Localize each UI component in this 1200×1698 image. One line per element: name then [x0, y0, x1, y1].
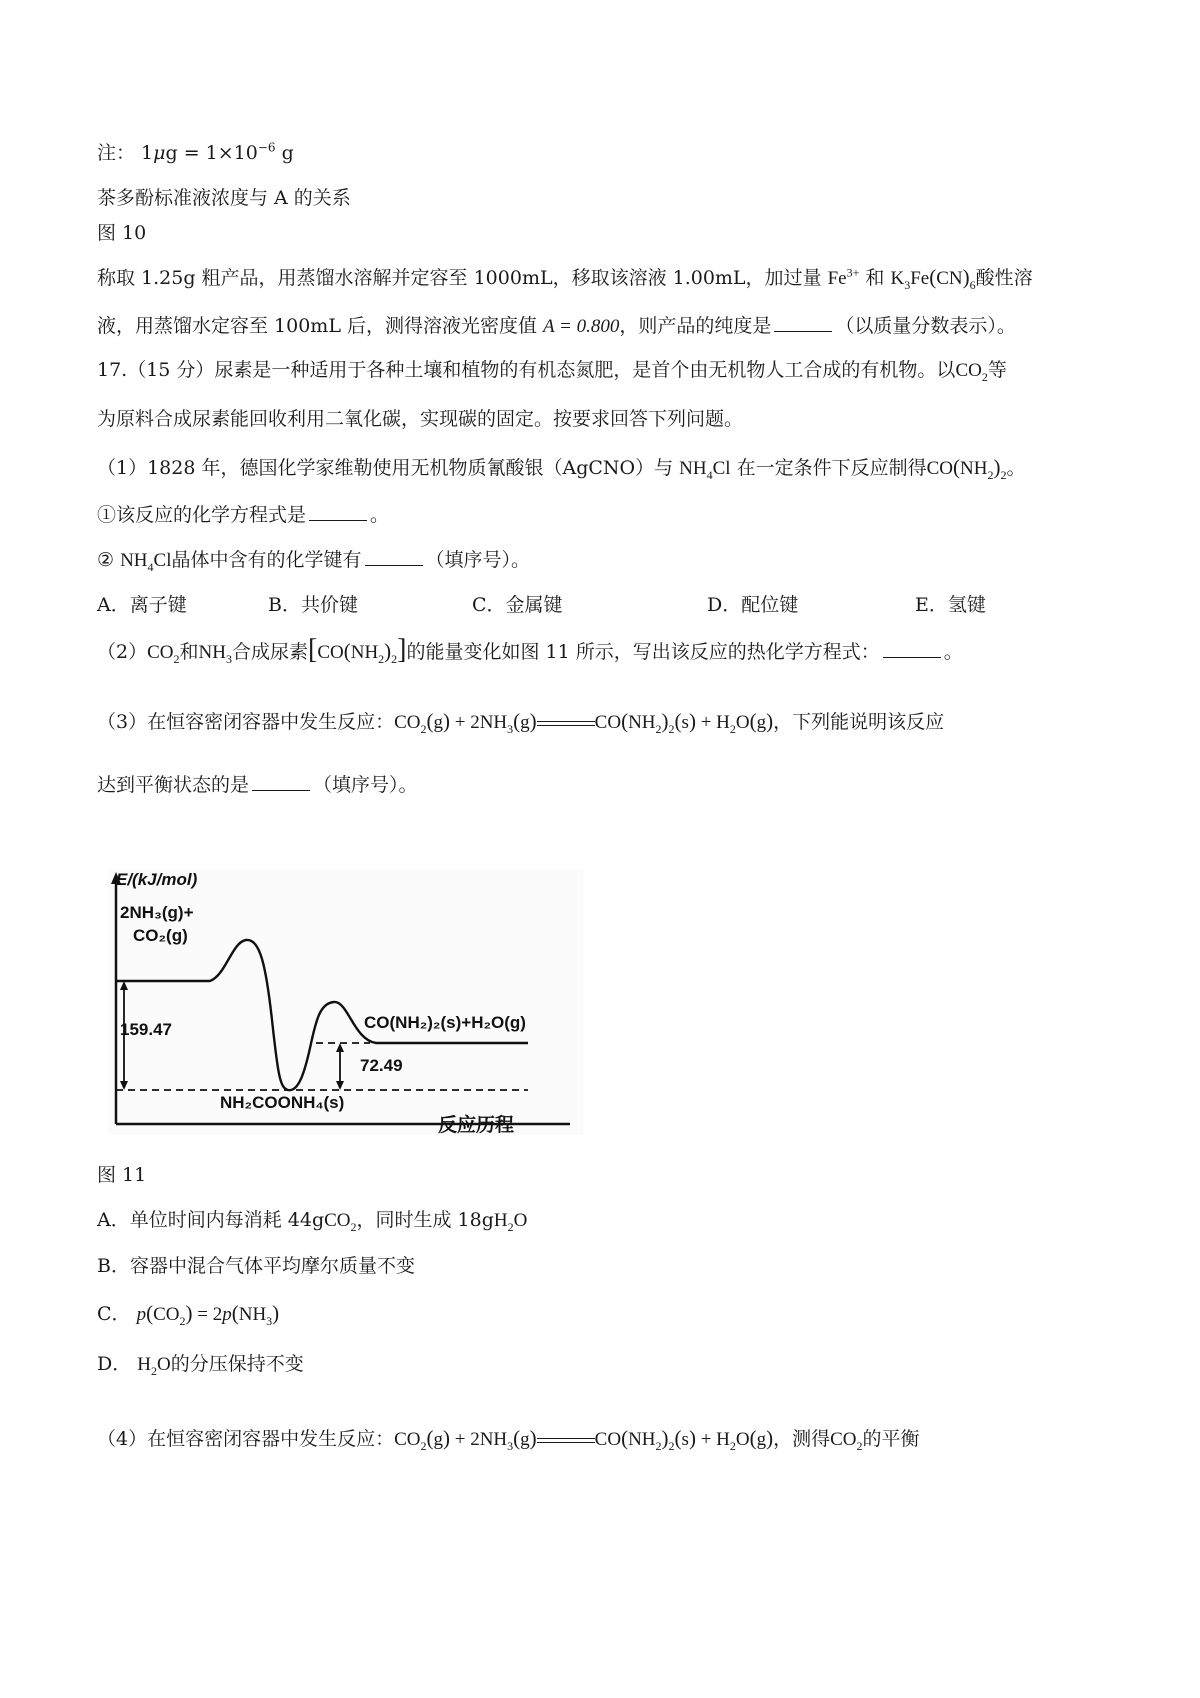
q17-part-1-q2: ② $NH_4Cl$晶体中含有的化学键有 （填序号）。 [97, 545, 530, 576]
unit-note: 注： $1\mu g = 1\times 10^{-6}$ g [97, 140, 294, 164]
q16-line-1: 称取 1.25g 粗产品，用蒸馏水溶解并定容至 1000mL，移取该溶液 1.00mL，加过量 $Fe^{3+}$ 和 $K_3Fe(CN)_6$酸性溶 [97, 265, 1033, 292]
figure-11-label: 图 11 [97, 1164, 147, 1186]
q17-part-4: （4）在恒容密闭容器中发生反应：$CO_2(g) + 2NH_3(g) CO(NH_2)_2(s) + H_2O(g)$，测得$CO_2$的平衡 [97, 1426, 920, 1453]
q17-part-1: （1）1828 年，德国化学家维勒使用无机物质氰酸银（AgCNO）与 $NH_4Cl$ 在一定条件下反应制得$CO(NH_2)_2$。 [97, 455, 1026, 482]
answer-blank[interactable] [252, 771, 310, 791]
nh4cl-formula: $NH_4Cl$ [679, 458, 731, 482]
energy-gap-72: 72.49 [360, 1056, 403, 1075]
reactants-label-1: 2NH₃(g)+ [120, 903, 194, 922]
intermediate-label: NH₂COONH₄(s) [220, 1093, 345, 1112]
figure-10-label: 图 10 [97, 222, 147, 244]
answer-blank[interactable] [365, 546, 423, 566]
reactants-label-2: CO₂(g) [133, 926, 188, 945]
option-d-coordinate-bond: D．配位键 [707, 594, 799, 616]
y-axis-label: E/(kJ/mol) [116, 870, 198, 889]
q16-line-2: 液，用蒸馏水定容至 100mL 后，测得溶液光密度值 A = 0.800，则产品的纯度是 （以质量分数表示）。 [97, 311, 1016, 342]
p3-option-d: D． $H_2O$的分压保持不变 [97, 1353, 304, 1378]
energy-profile-diagram [108, 870, 583, 1135]
q17-part-3: （3）在恒容密闭容器中发生反应：$CO_2(g) + 2NH_3(g) CO(NH_2)_2(s) + H_2O(g)$，下列能说明该反应 [97, 709, 945, 736]
figure-10-caption: 茶多酚标准液浓度与 A 的关系 [97, 187, 351, 209]
answer-blank[interactable] [774, 312, 832, 332]
p3-option-c: C． $p(CO_2) = 2p(NH_3)$ [97, 1301, 280, 1328]
q17-part-2: $(2)CO_2$和$NH_3$合成尿素$[CO(NH_2)_2]$的能量变化如图 11 所示，写出该反应的热化学方程式： 。 [97, 634, 963, 666]
products-label: CO(NH₂)₂(s)+H₂O(g) [364, 1013, 526, 1032]
answer-blank[interactable] [309, 501, 367, 521]
energy-gap-159: 159.47 [120, 1020, 172, 1039]
option-b-covalent-bond: B．共价键 [268, 594, 358, 616]
q17-part-3-question: 达到平衡状态的是 （填序号）。 [97, 770, 418, 800]
q17-intro-2: 为原料合成尿素能回收利用二氧化碳，实现碳的固定。按要求回答下列问题。 [97, 408, 744, 430]
option-e-hydrogen-bond: E．氢键 [915, 594, 986, 616]
q17-part-1-q1: ①该反应的化学方程式是 。 [97, 500, 389, 530]
option-c-metallic-bond: C．金属键 [472, 594, 563, 616]
x-axis-label: 反应历程 [438, 1115, 515, 1136]
q17-intro-1: 17.（15 分）尿素是一种适用于各种土壤和植物的有机态氮肥，是首个由无机物人工合成的有机物。以$CO_2$等 [97, 359, 1007, 384]
option-a-ionic-bond: A．离子键 [97, 594, 187, 616]
p3-option-a: A．单位时间内每消耗 44gCO$_2$，同时生成 $18gH_2O$ [97, 1209, 528, 1234]
p3-option-b: B．容器中混合气体平均摩尔质量不变 [97, 1255, 415, 1277]
answer-blank[interactable] [883, 638, 941, 658]
